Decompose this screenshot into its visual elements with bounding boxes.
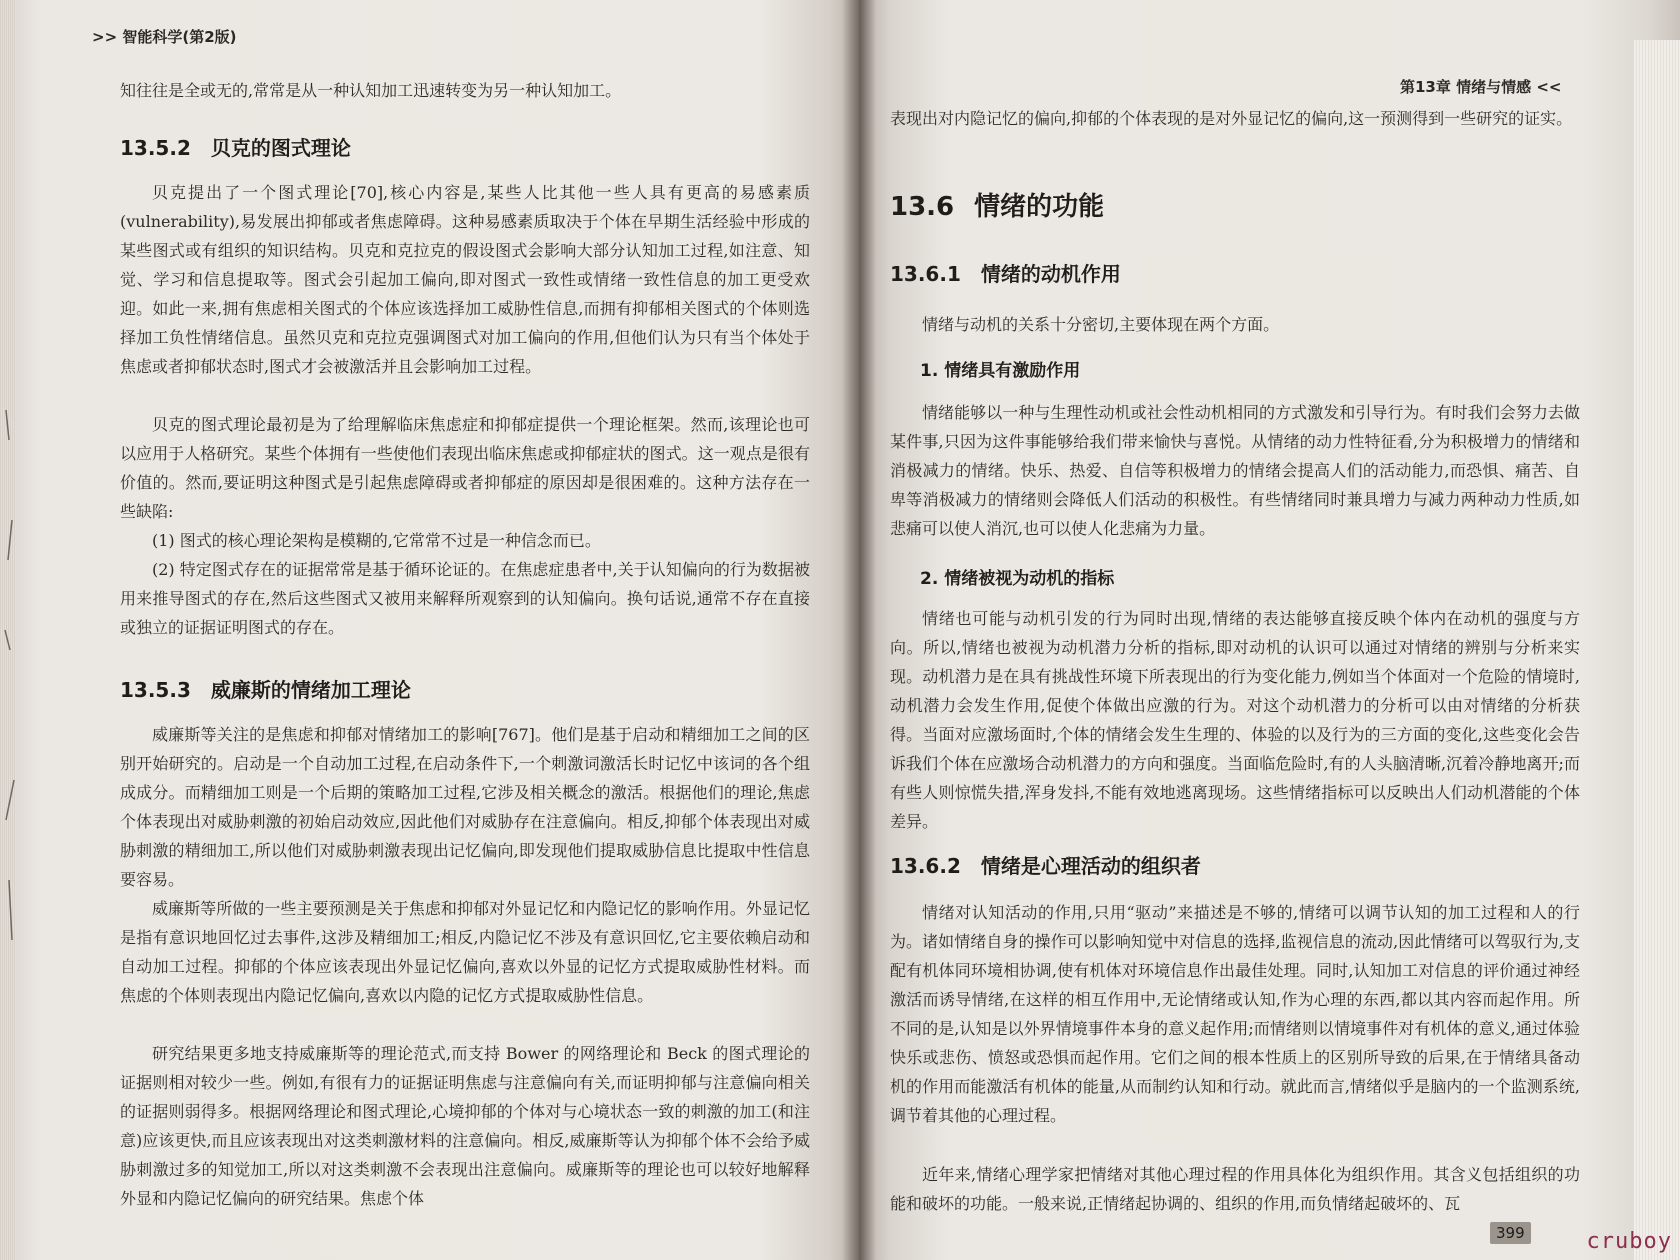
paragraph: 情绪能够以一种与生理性动机或社会性动机相同的方式激发和引导行为。有时我们会努力去做某件事,只因为这件事能够给我们带来愉快与喜悦。从情绪的动力性特征看,分为积极增力的情绪和消极减力的情绪。快乐、热爱、自信等积极增力的情绪会提高人们的活动能力,而恐惧、痛苦、自卑等消极减力的情绪则会降低人们活动的积极性。有些情绪同时兼具增力与减力两种动力性质,如悲痛可以使人消沉,也可以使人化悲痛为力量。 bbox=[890, 403, 1580, 538]
section-number: 13.6 bbox=[890, 192, 955, 222]
section-number: 13.6.1 bbox=[890, 262, 961, 286]
page-edge-stack bbox=[1634, 40, 1680, 1260]
book-gutter bbox=[842, 0, 876, 1260]
paragraph: 贝克的图式理论最初是为了给理解临床焦虑症和抑郁症提供一个理论框架。然而,该理论也可以应用于人格研究。某些个体拥有一些使他们表现出临床焦虑或抑郁症状的图式。这一观点是很有价值的。然而,要证明这种图式是引起焦虑障碍或者抑郁症的原因却是很困难的。这种方法存在一些缺陷: bbox=[120, 415, 810, 521]
paragraph: 研究结果更多地支持威廉斯等的理论范式,而支持 Bower 的网络理论和 Beck 的图式理论的证据则相对较少一些。例如,有很有力的证据证明焦虑与注意偏向有关,而证明抑郁与注意偏向相关的证据则弱得多。根据网络理论和图式理论,心境抑郁的个体对与心境状态一致的刺激的加工(和注意)应该更快,而且应该表现出对这类刺激材料的注意偏向。相反,威廉斯等认为抑郁个体不会给予威胁刺激过多的知觉加工,所以对这类刺激不会表现出注意偏向。威廉斯等的理论也可以较好地解释外显和内隐记忆偏向的研究结果。焦虑个体 bbox=[120, 1044, 810, 1208]
intro-line: 知往往是全或无的,常常是从一种认知加工迅速转变为另一种认知加工。 bbox=[120, 81, 622, 100]
subheading: 2. 情绪被视为动机的指标 bbox=[920, 569, 1115, 589]
list-item: (1) 图式的核心理论架构是模糊的,它常常不过是一种信念而已。 bbox=[152, 531, 601, 550]
paragraph: 威廉斯等所做的一些主要预测是关于焦虑和抑郁对外显记忆和内隐记忆的影响作用。外显记忆是指有意识地回忆过去事件,这涉及精细加工;相反,内隐记忆不涉及有意识回忆,它主要依赖启动和自动加工过程。抑郁的个体应该表现出外显记忆偏向,喜欢以外显的记忆方式提取威胁性材料。而焦虑的个体则表现出内隐记忆偏向,喜欢以内隐的记忆方式提取威胁性信息。 bbox=[120, 899, 810, 1005]
right-page bbox=[860, 0, 1680, 1260]
paragraph: 贝克提出了一个图式理论[70],核心内容是,某些人比其他一些人具有更高的易感素质(vulnerability),易发展出抑郁或者焦虑障碍。这种易感素质取决于个体在早期生活经验中形成的某些图式或有组织的知识结构。贝克和克拉克的假设图式会影响大部分认知加工过程,如注意、知觉、学习和信息提取等。图式会引起加工偏向,即对图式一致性或情绪一致性信息的加工更受欢迎。如此一来,拥有焦虑相关图式的个体应该选择加工威胁性信息,而拥有抑郁相关图式的个体则选择加工负性情绪信息。虽然贝克和克拉克强调图式对加工偏向的作用,但他们认为只有当个体处于焦虑或者抑郁状态时,图式才会被激活并且会影响加工过程。 bbox=[120, 183, 810, 376]
paragraph: 威廉斯等关注的是焦虑和抑郁对情绪加工的影响[767]。他们是基于启动和精细加工之间的区别开始研究的。启动是一个自动加工过程,在启动条件下,一个刺激词激活长时记忆中该词的各个组成成分。而精细加工则是一个后期的策略加工过程,它涉及相关概念的激活。根据他们的理论,焦虑个体表现出对威胁刺激的初始启动效应,因此他们对威胁存在注意偏向。相反,抑郁个体表现出对威胁刺激的精细加工,所以他们对威胁刺激表现出记忆偏向,即发现他们提取威胁信息比提取中性信息要容易。 bbox=[120, 725, 810, 889]
right-running-head: 第13章 情绪与情感 << bbox=[1400, 78, 1562, 96]
section-title: 情绪的功能 bbox=[974, 192, 1105, 222]
section-number: 13.5.3 bbox=[120, 678, 191, 702]
section-13-6-2-heading bbox=[890, 850, 1201, 879]
list-item: (2) 特定图式存在的证据常常是基于循环论证的。在焦虑症患者中,关于认知偏向的行为数据被用来推导图式的存在,然后这些图式又被用来解释所观察到的认知偏向。换句话说,通常不存在直接或独立的证据证明图式的存在。 bbox=[120, 560, 810, 637]
left-running-head: >> 智能科学(第2版) bbox=[92, 28, 237, 46]
pencil-marks bbox=[0, 400, 24, 960]
section-title: 贝克的图式理论 bbox=[210, 136, 351, 160]
continuation-paragraph: 表现出对内隐记忆的偏向,抑郁的个体表现的是对外显记忆的偏向,这一预测得到一些研究的证实。 bbox=[890, 109, 1573, 128]
paragraph: 近年来,情绪心理学家把情绪对其他心理过程的作用具体化为组织作用。其含义包括组织的功能和破坏的功能。一般来说,正情绪起协调的、组织的作用,而负情绪起破坏的、瓦 bbox=[890, 1165, 1580, 1213]
section-number: 13.5.2 bbox=[120, 136, 191, 160]
section-13-6-heading bbox=[890, 186, 1104, 223]
paragraph: 情绪对认知活动的作用,只用“驱动”来描述是不够的,情绪可以调节认知的加工过程和人的行为。诸如情绪自身的操作可以影响知觉中对信息的选择,监视信息的流动,因此情绪可以驾驭行为,支配有机体同环境相协调,使有机体对环境信息作出最佳处理。同时,认知加工对信息的评价通过神经激活而诱导情绪,在这样的相互作用中,无论情绪或认知,作为心理的东西,都以其内容而起作用。所不同的是,认知是以外界情境事件本身的意义起作用;而情绪则以情境事件对有机体的意义,通过体验快乐或悲伤、愤怒或恐惧而起作用。它们之间的根本性质上的区别所导致的后果,在于情绪具备动机的作用而能激活有机体的能量,从而制约认知和行动。就此而言,情绪似乎是脑内的一个监测系统,调节着其他的心理过程。 bbox=[890, 903, 1580, 1125]
section-13-5-2-heading bbox=[120, 132, 351, 161]
subheading: 1. 情绪具有激励作用 bbox=[920, 361, 1081, 381]
paragraph: 情绪也可能与动机引发的行为同时出现,情绪的表达能够直接反映个体内在动机的强度与方向。所以,情绪也被视为动机潜力分析的指标,即对动机的认识可以通过对情绪的辨别与分析来实现。动机潜力是在具有挑战性环境下所表现出的行为变化能力,例如当个体面对一个危险的情境时,动机潜力会发生作用,促使个体做出应激的行为。对这个动机潜力的分析可以由对情绪的分析获得。当面对应激场面时,个体的情绪会发生生理的、体验的以及行为的三方面的变化,这些变化会告诉我们个体在应激场合动机潜力的方向和强度。当面临危险时,有的人头脑清晰,沉着冷静地离开;而有些人则惊慌失措,浑身发抖,不能有效地逃离现场。这些情绪指标可以反映出人们动机潜能的个体差异。 bbox=[890, 609, 1580, 831]
section-title: 情绪是心理活动的组织者 bbox=[980, 854, 1201, 878]
watermark: cruboy bbox=[1586, 1229, 1672, 1254]
section-13-6-1-heading bbox=[890, 258, 1121, 287]
section-number: 13.6.2 bbox=[890, 854, 961, 878]
paragraph: 情绪与动机的关系十分密切,主要体现在两个方面。 bbox=[922, 315, 1280, 334]
page-number: 399 bbox=[1490, 1222, 1531, 1244]
section-13-5-3-heading bbox=[120, 674, 411, 703]
section-title: 情绪的动机作用 bbox=[980, 262, 1121, 286]
section-title: 威廉斯的情绪加工理论 bbox=[210, 678, 411, 702]
